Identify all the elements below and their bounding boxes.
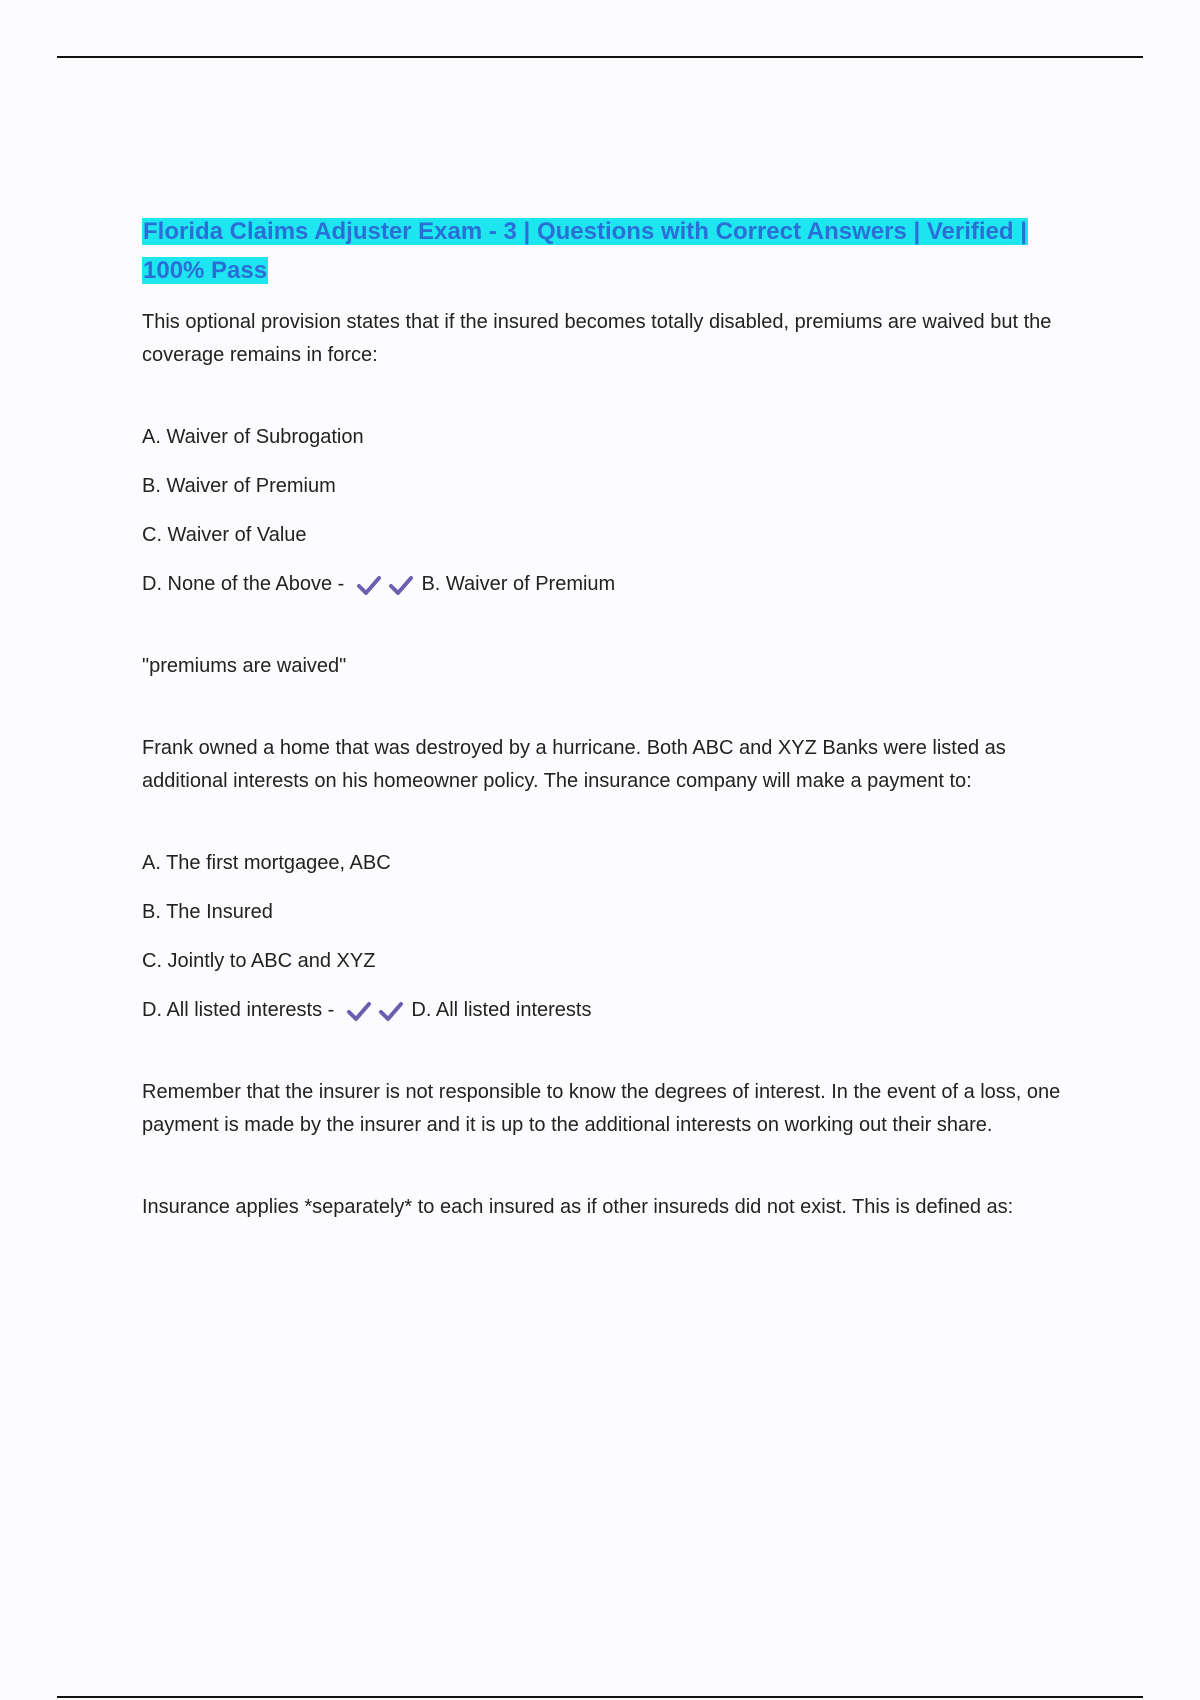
footer-rule (57, 1696, 1143, 1698)
q1-option-a: A. Waiver of Subrogation (142, 426, 364, 448)
check-icon (346, 1000, 372, 1022)
q1-correct-answer: B. Waiver of Premium (421, 573, 616, 595)
document-body (142, 212, 1072, 1224)
q2-option-c: C. Jointly to ABC and XYZ (142, 950, 376, 973)
q1-option-d-answer-line (142, 568, 1072, 601)
check-icon (356, 574, 382, 596)
document-title (142, 212, 1072, 290)
q1-option-d: D. None of the Above - (142, 573, 345, 595)
q2-option-d-answer-line (142, 994, 1072, 1027)
q1-option-b: B. Waiver of Premium (142, 475, 336, 497)
check-icon (388, 574, 414, 596)
answer-checkmarks (356, 568, 414, 601)
question-1: This optional provision states that if the insured becomes totally disabled, premiums are waived but the coverage remains in force: (142, 311, 1052, 366)
check-icon (378, 1000, 404, 1022)
q2-option-a: A. The first mortgagee, ABC (142, 852, 391, 875)
q2-option-d: D. All listed interests - (142, 999, 335, 1022)
q1-option-c: C. Waiver of Value (142, 524, 307, 546)
q1-explanation: "premiums are waived" (142, 655, 347, 678)
q2-correct-answer: D. All listed interests (411, 999, 592, 1022)
title-line-2: 100% Pass (143, 257, 268, 284)
header-rule (57, 56, 1143, 58)
title-line-1: Florida Claims Adjuster Exam - 3 | Questions with Correct Answers | Verified | (143, 218, 1027, 245)
q2-option-b: B. The Insured (142, 901, 273, 924)
q2-explanation: Remember that the insurer is not responsible to know the degrees of interest. In the event of a loss, one payment is made by the insurer and it is up to the additional interests on working out their share. (142, 1081, 1061, 1137)
question-2: Frank owned a home that was destroyed by a hurricane. Both ABC and XYZ Banks were listed as additional interests on his homeowner policy. The insurance company will make a payment to: (142, 737, 1006, 793)
question-3: Insurance applies *separately* to each insured as if other insureds did not exist. This is defined as: (142, 1196, 1014, 1219)
answer-checkmarks (346, 994, 404, 1027)
